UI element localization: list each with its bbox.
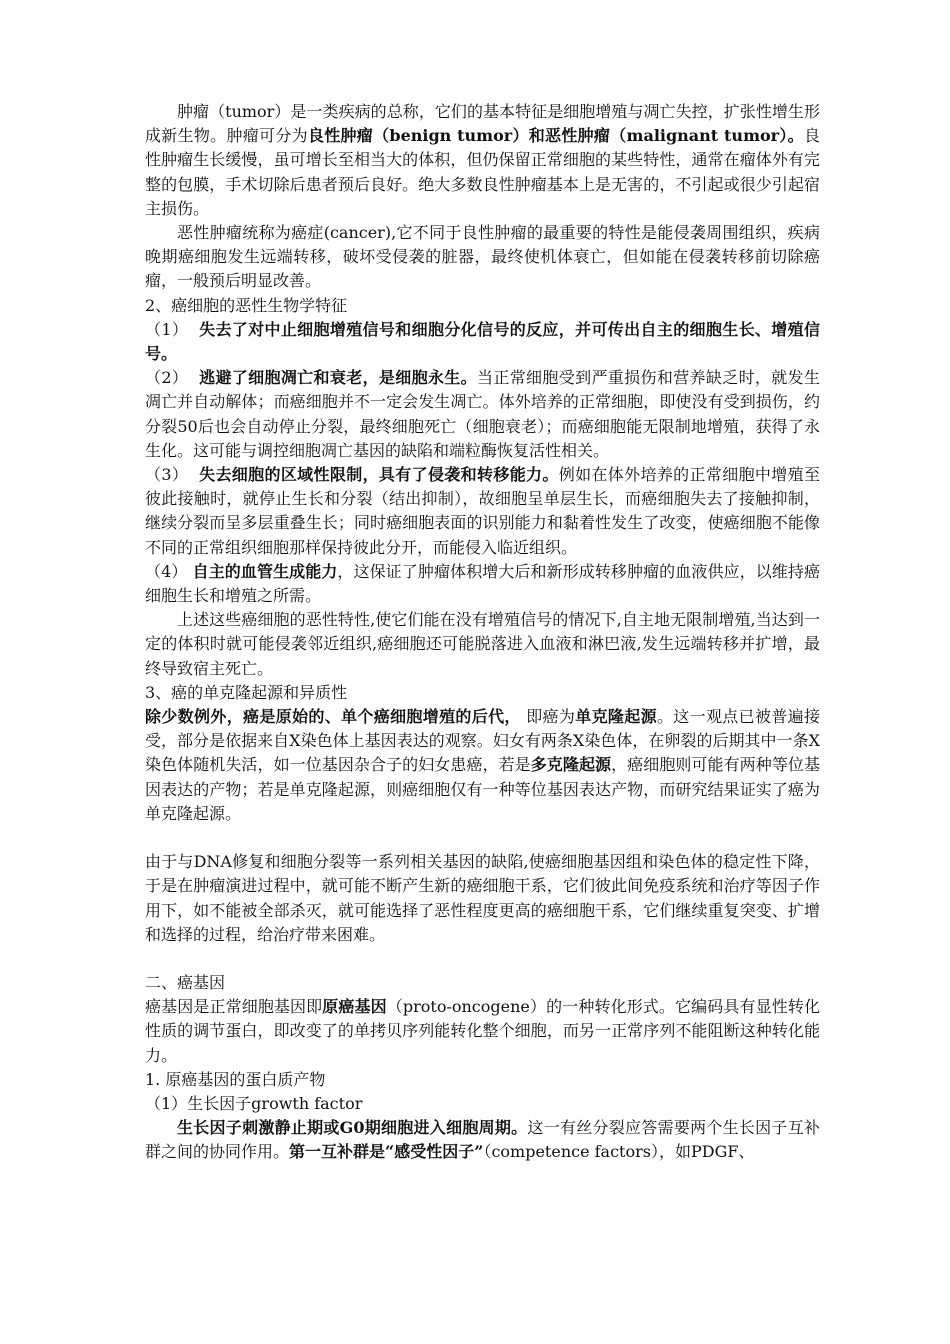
list-item-4 (145, 560, 820, 608)
text: ，癌细胞则可能有两种等位基因表达的产物；若是单克隆起源，则癌细胞仅有一种等位基因表达产物，而研究结果证实了癌为单克隆起源。 (145, 755, 820, 823)
paragraph-oncogene (145, 995, 820, 1068)
bold-text: 除少数例外，癌是原始的、单个癌细胞增殖的后代， (145, 707, 521, 727)
bold-text: 良性肿瘤（benign tumor）和恶性肿瘤（malignant tumor）。 (307, 126, 804, 146)
document-body (145, 100, 820, 1165)
blank-line (145, 947, 820, 971)
paragraph-tumor-intro (145, 100, 820, 221)
bold-text: 逃避了细胞凋亡和衰老，是细胞永生。 (199, 368, 478, 388)
bold-text: 单克隆起源 (575, 707, 657, 727)
text: 肿瘤（tumor）是一类疾病的总称，它们的基本特征是细胞增殖与凋亡失控，扩张性增生形成新生物。肿瘤可分为 (145, 102, 820, 146)
paragraph-monoclonal (145, 705, 820, 826)
text: （proto-oncogene）的一种转化形式。它编码具有显性转化性质的调节蛋白，即改变了的单拷贝序列能转化整个细胞，而另一正常序列不能阻断这种转化能力。 (145, 997, 820, 1065)
text: 这一有丝分裂应答需要两个生长因子互补群之间的协同作用。 (145, 1118, 820, 1162)
list-item-3 (145, 463, 820, 560)
list-number: （3） (145, 465, 200, 485)
bold-text: 自主的血管生成能力 (192, 561, 338, 581)
paragraph-growth-factor (145, 1116, 820, 1164)
bold-text: 失去细胞的区域性限制，具有了侵袭和转移能力。 (199, 465, 559, 485)
paragraph-malignant: 恶性肿瘤统称为癌症(cancer),它不同于良性肿瘤的最重要的特性是能侵袭周围组织，疾病晚期癌细胞发生远端转移，破坏受侵袭的脏器，最终使机体衰亡，但如能在侵袭转移前切除癌瘤，一般预后明显改善。 (145, 223, 820, 291)
text: 良性肿瘤生长缓慢，虽可增长至相当大的体积，但仍保留正常细胞的某些特性，通常在瘤体外有完整的包膜，手术切除后患者预后良好。绝大多数良性肿瘤基本上是无害的，不引起或很少引起宿主损伤。 (145, 126, 820, 218)
list-number: （2） (145, 368, 200, 388)
bold-text: 失去了对中止细胞增殖信号和细胞分化信号的反应，并可传出自主的细胞生长、增殖信号。 (145, 319, 820, 364)
section-heading-2: 2、癌细胞的恶性生物学特征 (145, 295, 348, 315)
bold-text: 生长因子刺激静止期或G0期细胞进入细胞周期。 (177, 1118, 528, 1138)
bold-text: 原癌基因 (322, 997, 387, 1017)
paragraph-heterogeneity: 由于与DNA修复和细胞分裂等一系列相关基因的缺陷,使癌细胞基因组和染色体的稳定性下降，于是在肿瘤演进过程中，就可能不断产生新的癌细胞干系，它们彼此间免疫系统和治疗等因子作用下，如不能被全部杀灭，就可能选择了恶性程度更高的癌细胞干系，它们继续重复突变、扩增和选择的过程，给治疗带来困难。 (145, 852, 820, 944)
list-number: （4） (145, 561, 193, 581)
text: 例如在体外培养的正常细胞中增殖至彼此接触时，就停止生长和分裂（结出抑制），故细胞呈单层生长，而癌细胞失去了接触抑制，继续分裂而呈多层重叠生长；同时癌细胞表面的识别能力和黏着性发生了改变，使癌细胞不能像不同的正常组织细胞那样保持彼此分开，而能侵入临近组织。 (145, 465, 820, 557)
text: 即癌为 (520, 707, 576, 727)
bold-text: 第一互补群是“感受性因子” (289, 1142, 484, 1162)
text: （competence factors），如PDGF、 (483, 1142, 755, 1162)
text: ，这保证了肿瘤体积增大后和新形成转移肿瘤的血液供应，以维持癌细胞生长和增殖之所需。 (145, 561, 820, 606)
paragraph-summary: 上述这些癌细胞的恶性特性,使它们能在没有增殖信号的情况下,自主地无限制增殖,当达到一定的体积时就可能侵袭邻近组织,癌细胞还可能脱落进入血液和淋巴液,发生远端转移并扩增，最终导致宿主死亡。 (145, 610, 820, 678)
text: 。这一观点已被普遍接受，部分是依据来自X染色体上基因表达的观察。妇女有两条X染色体，在卵裂的后期其中一条X染色体随机失活，如一位基因杂合子的妇女患癌，若是 (145, 707, 820, 775)
list-item-2 (145, 366, 820, 463)
text: 当正常细胞受到严重损伤和营养缺乏时，就发生凋亡并自动解体；而癌细胞并不一定会发生凋亡。体外培养的正常细胞，即使没有受到损伤，约分裂50后也会自动停止分裂，最终细胞死亡（细胞衰老）；而癌细胞能无限制地增殖，获得了永生化。这可能与调控细胞凋亡基因的缺陷和端粒酶恢复活性相关。 (145, 368, 820, 460)
bold-text: 多克隆起源 (530, 755, 612, 775)
list-number: （1） (145, 319, 200, 339)
section-heading-oncogene: 二、癌基因 (145, 972, 226, 992)
subheading-growth-factor: （1）生长因子growth factor (145, 1093, 363, 1113)
blank-line (145, 826, 820, 850)
text: 癌基因是正常细胞基因即 (145, 997, 323, 1017)
list-item-1 (145, 318, 820, 366)
subheading-protein-products: 1. 原癌基因的蛋白质产物 (145, 1069, 326, 1089)
section-heading-3: 3、癌的单克隆起源和异质性 (145, 682, 348, 702)
